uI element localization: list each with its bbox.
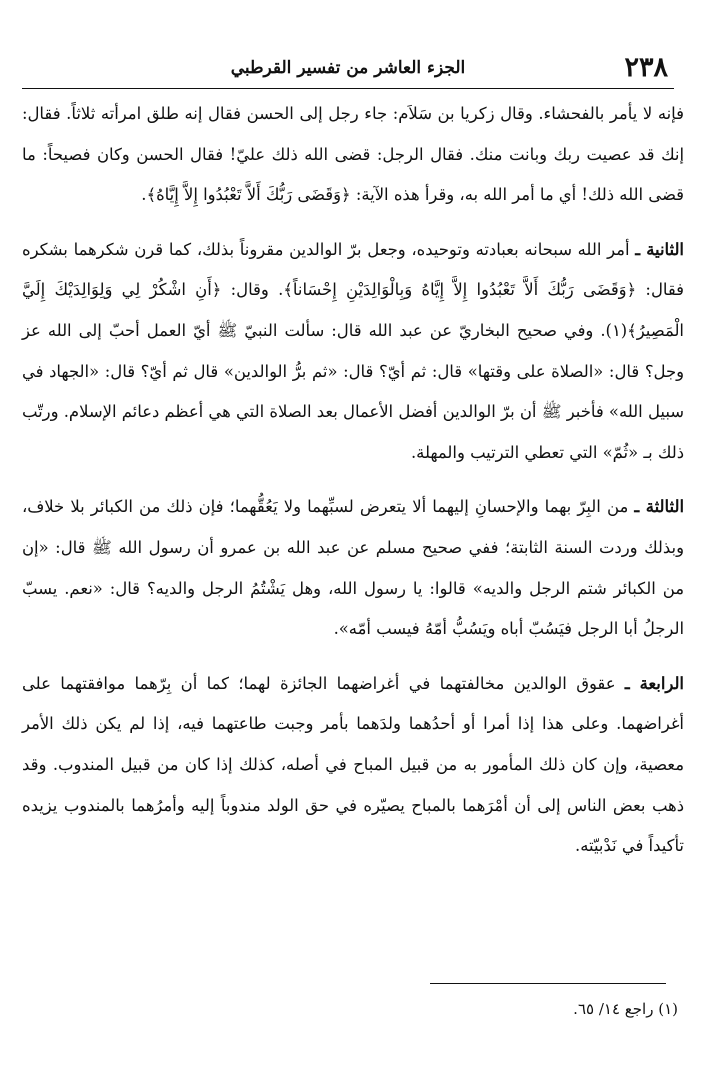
paragraph-text: عقوق الوالدين مخالفتهما في أغراضهما الجائزة لهما؛ كما أن بِرّهما موافقتهما على أغراضهما. وعلى هذا إذا أمرا أو أحدُهما ولدَهما بأمر وجبت طاعتهما فيه، إذا لم يكن ذلك الأمر معصية، وإن كان ذلك المأمور به من قبيل المباح في أصله، كذلك إذا كان من قبيل المندوب. وقد ذهب بعض الناس إلى أن أمْرَهما بالمباح يصيّره في حق الولد مندوباً إليه وأمرُهما بالمندوب يزيده تأكيداً في نَدْبيّته.	[22, 673, 684, 856]
paragraph-text: أمر الله سبحانه بعبادته وتوحيده، وجعل برّ الوالدين مقروناً بذلك، كما قرن شكرهما بشكره فقال: ﴿وَقَضَى رَبُّكَ أَلاَّ تَعْبُدُوا إِلاَّ إِيَّاهُ وَبِالْوَالِدَيْنِ إِحْسَاناً﴾. وقال: ﴿أَنِ اشْكُرْ لِي وَلِوَالِدَيْكَ إِلَيَّ الْمَصِيرُ﴾(١). وفي صحيح البخاريّ عن عبد الله قال: سألت النبيّ ﷺ أيّ العمل أحبّ إلى الله عز وجل؟ قال: «الصلاة على وقتها» قال: ثم أيّ؟ قال: «ثم برُّ الوالدين» قال ثم أيّ؟ قال: «الجهاد في سبيل الله» فأخبر ﷺ أن برّ الوالدين أفضل الأعمال بعد الصلاة التي هي أعظم دعائم الإسلام. ورتّب ذلك بـ «ثُمّ» التي تعطي الترتيب والمهلة.	[22, 239, 684, 462]
page-body	[22, 94, 684, 881]
page-number: ٢٣٨	[624, 52, 668, 83]
paragraph-1	[22, 94, 684, 216]
footnote: (١) راجع ١٤/ ٦٥.	[573, 1000, 678, 1018]
paragraph-text: من البِرّ بهما والإحسانِ إليهما ألا يتعرض لسبِّهما ولا يَعُقُّهما؛ فإن ذلك من الكبائر بلا خلاف، وبذلك وردت السنة الثابتة؛ ففي صحيح مسلم عن عبد الله بن عمرو أن رسول الله ﷺ قال: «إن من الكبائر شتم الرجل والديه» قالوا: يا رسول الله، وهل يَشْتُمُ الرجل والديه؟ قال: «نعم. يسبّ الرجلُ أبا الرجل فيَسُبّ أباه ويَسُبُّ أمّهُ فيسب أمّه».	[22, 497, 684, 639]
footnote-separator	[430, 983, 666, 984]
page-header	[22, 50, 674, 89]
paragraph-2	[22, 230, 684, 474]
paragraph-text: فإنه لا يأمر بالفحشاء. وقال زكريا بن سَلاَم: جاء رجل إلى الحسن فقال إنه طلق امرأته ثلاثاً. فقال: إنك قد عصيت ربك وبانت منك. فقال الرجل: قضى الله ذلك عليّ! فقال الحسن وكان فصيحاً: ما قضى الله ذلك! أي ما أمر الله به، وقرأ هذه الآية: ﴿وَقَضَى رَبُّكَ أَلاَّ تَعْبُدُوا إِلاَّ إِيَّاهُ﴾.	[22, 104, 684, 205]
paragraph-heading: الثانية ـ	[635, 239, 684, 259]
paragraph-heading: الثالثة ـ	[634, 497, 684, 517]
running-title: الجزء العاشر من تفسير القرطبي	[230, 58, 466, 78]
paragraph-heading: الرابعة ـ	[624, 673, 684, 693]
paragraph-4	[22, 664, 684, 867]
paragraph-3	[22, 487, 684, 649]
